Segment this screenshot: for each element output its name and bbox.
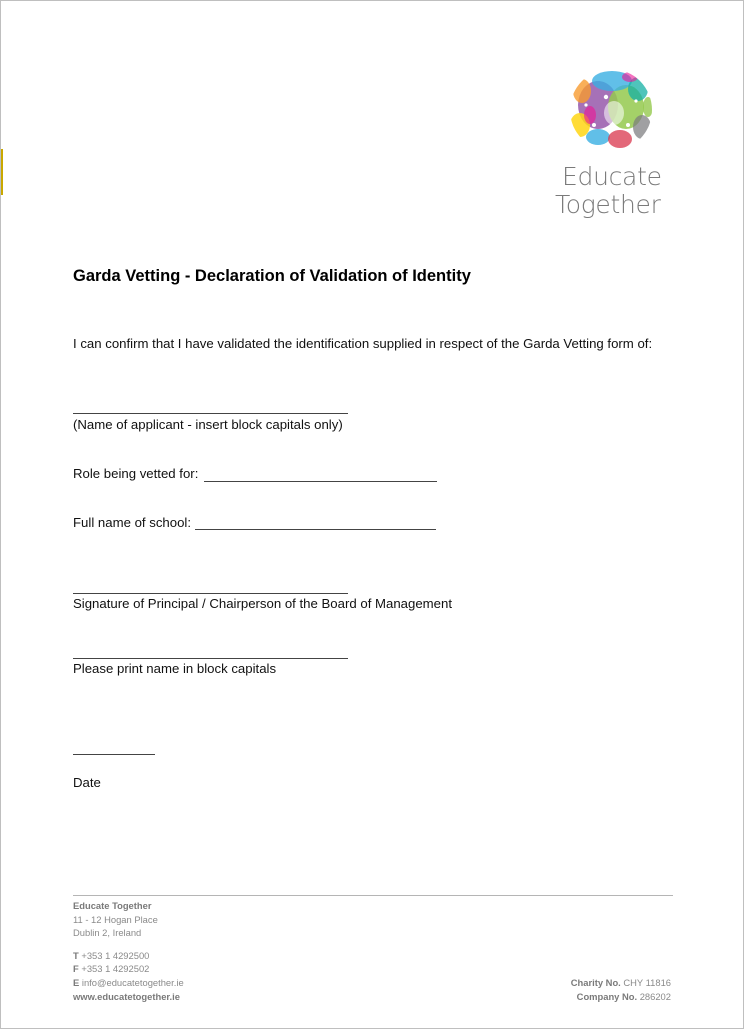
logo-word-educate: Educate [562,162,662,191]
logo-word-together: Together [555,190,661,219]
footer-website[interactable]: www.educatetogether.ie [73,991,180,1002]
print-name-label: Please print name in block capitals [73,661,277,676]
print-name-line[interactable] [73,658,348,659]
role-field-line[interactable] [204,481,437,482]
date-line[interactable] [73,754,155,755]
footer-charity-number: Charity No. CHY 11816 [570,977,671,988]
applicant-name-label: (Name of applicant - insert block capitals only) [73,417,343,432]
date-label: Date [73,775,101,790]
educate-together-logo [554,67,674,227]
school-label: Full name of school: [73,515,192,530]
applicant-name-line[interactable] [73,413,348,414]
footer-phone: T +353 1 4292500 [73,950,150,961]
signature-line[interactable] [73,593,348,594]
globe-logo-icon [568,67,654,153]
page-edge-marker [1,149,3,195]
footer-org-name: Educate Together [73,900,152,911]
footer-company-number: Company No. 286202 [576,991,671,1002]
footer-divider [73,895,673,896]
footer-email[interactable]: E info@educatetogether.ie [73,977,184,988]
signature-label: Signature of Principal / Chairperson of the Board of Management [73,596,452,611]
footer-fax: F +353 1 4292502 [73,963,150,974]
intro-statement: I can confirm that I have validated the identification supplied in respect of the Garda Vetting form of: [73,336,653,351]
school-field-line[interactable] [195,529,436,530]
document-title: Garda Vetting - Declaration of Validation of Identity [73,267,471,285]
footer-address-line1: 11 - 12 Hogan Place [73,914,158,925]
footer-address-line2: Dublin 2, Ireland [73,927,142,938]
role-label: Role being vetted for: [73,466,199,481]
logo-wordmark [554,163,674,219]
